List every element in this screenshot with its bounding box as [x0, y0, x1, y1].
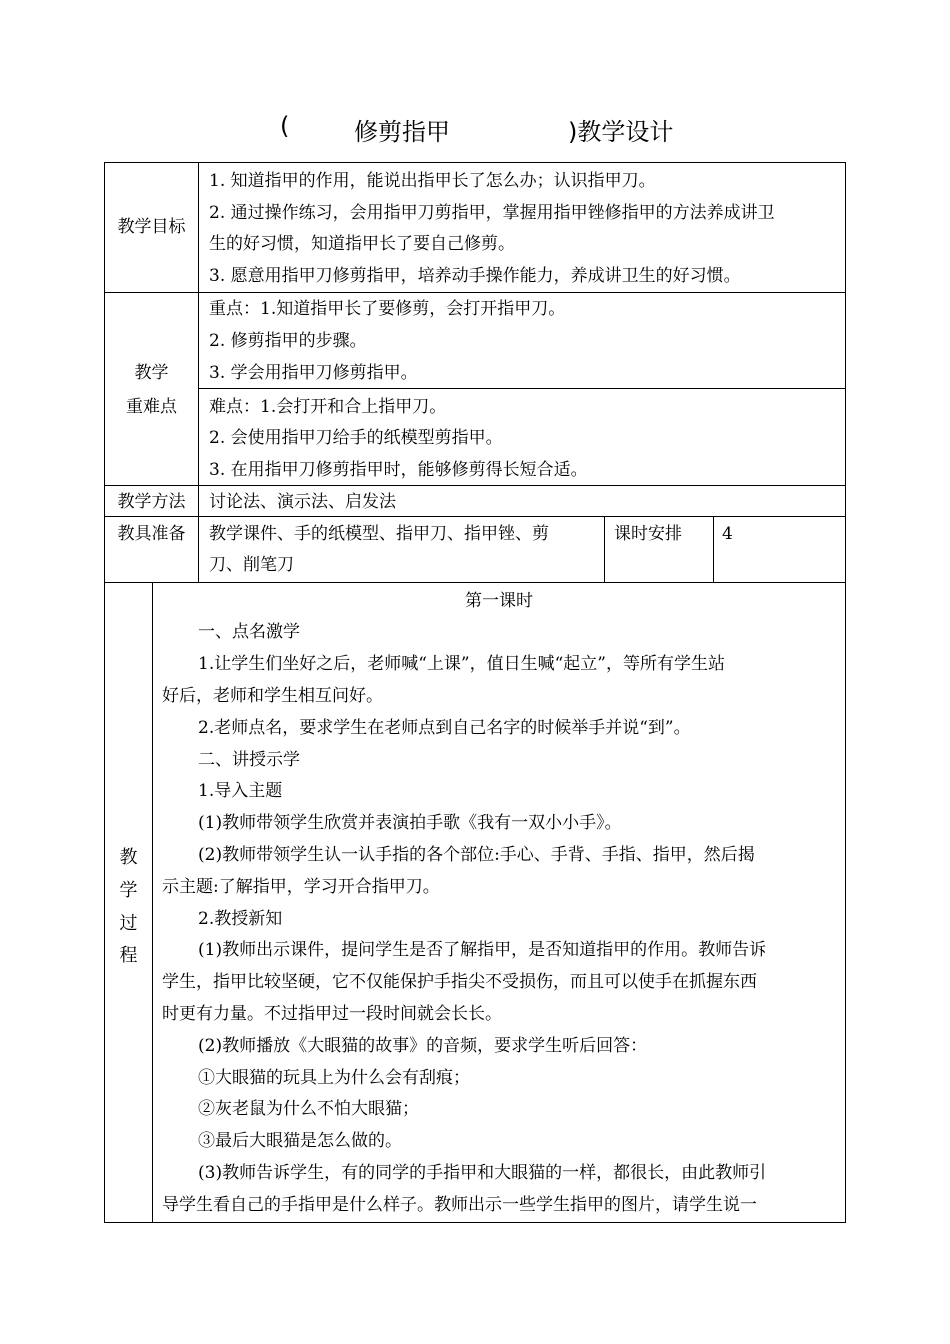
row-divider	[104, 582, 846, 583]
process-line: 时更有力量。不过指甲过一段时间就会长长。	[162, 1004, 502, 1024]
process-line: 示主题:了解指甲，学习开合指甲刀。	[162, 877, 440, 897]
process-line: (2)教师播放《大眼猫的故事》的音频，要求学生听后回答：	[198, 1036, 648, 1056]
schedule-value: 4	[722, 524, 733, 544]
process-label-char: 教	[119, 847, 138, 868]
process-label-char: 过	[119, 913, 138, 934]
table-right-border	[845, 162, 846, 1223]
process-line: 1.让学生们坐好之后，老师喊“上课”，值日生喊“起立”，等所有学生站	[198, 654, 725, 674]
process-line: (3)教师告诉学生，有的同学的手指甲和大眼猫的一样，都很长，由此教师引	[198, 1163, 767, 1183]
process-line: ③最后大眼猫是怎么做的。	[198, 1131, 402, 1151]
process-line: 二、讲授示学	[198, 750, 300, 770]
column-divider	[198, 162, 199, 583]
title-suffix: )教学设计	[568, 118, 674, 146]
focus-line: 2. 修剪指甲的步骤。	[209, 331, 367, 351]
title-subject: 修剪指甲	[354, 118, 450, 146]
process-line: 1.导入主题	[198, 781, 283, 801]
key-points-label-line2: 重难点	[126, 397, 177, 417]
column-divider	[713, 516, 714, 583]
title-open-paren: (	[280, 112, 290, 140]
key-points-label-line1: 教学	[134, 363, 169, 383]
method-value: 讨论法、演示法、启发法	[209, 492, 396, 512]
process-line: 2.教授新知	[198, 909, 283, 929]
process-line: (2)教师带领学生认一认手指的各个部位:手心、手背、手指、指甲，然后揭	[198, 845, 755, 865]
process-line: (1)教师带领学生欣赏并表演拍手歌《我有一双小小手》。	[198, 813, 622, 833]
process-line: ②灰老鼠为什么不怕大眼猫；	[198, 1099, 419, 1119]
table-left-border	[104, 162, 105, 1223]
tools-line: 刀、削笔刀	[209, 555, 294, 575]
process-line: 学生，指甲比较坚硬，它不仅能保护手指尖不受损伤，而且可以使手在抓握东西	[162, 972, 757, 992]
document-title	[0, 112, 950, 152]
table-top-border	[104, 162, 846, 163]
process-line: (1)教师出示课件，提问学生是否了解指甲，是否知道指甲的作用。教师告诉	[198, 940, 767, 960]
table-bottom-border	[104, 1222, 846, 1223]
column-divider	[604, 516, 605, 583]
method-label: 教学方法	[117, 492, 186, 512]
difficulty-line: 3. 在用指甲刀修剪指甲时，能够修剪得长短合适。	[209, 460, 588, 480]
process-line: 一、点名激学	[198, 622, 300, 642]
focus-line: 3. 学会用指甲刀修剪指甲。	[209, 363, 418, 383]
process-label-char: 程	[119, 945, 138, 966]
goal-line: 1. 知道指甲的作用，能说出指甲长了怎么办；认识指甲刀。	[209, 171, 656, 191]
schedule-label: 课时安排	[614, 524, 682, 544]
lesson-heading: 第一课时	[465, 591, 533, 611]
focus-line: 重点：1.知道指甲长了要修剪，会打开指甲刀。	[209, 299, 566, 319]
difficulty-line: 2. 会使用指甲刀给手的纸模型剪指甲。	[209, 428, 503, 448]
column-divider	[152, 582, 153, 1223]
goals-label: 教学目标	[117, 217, 186, 237]
goal-line: 生的好习惯，知道指甲长了要自己修剪。	[209, 234, 515, 254]
row-divider	[104, 292, 846, 293]
process-line: 好后，老师和学生相互问好。	[162, 686, 383, 706]
tools-label: 教具准备	[117, 524, 186, 544]
goal-line: 2. 通过操作练习，会用指甲刀剪指甲，掌握用指甲锉修指甲的方法养成讲卫	[209, 203, 775, 223]
process-label-char: 学	[119, 880, 138, 901]
tools-line: 教学课件、手的纸模型、指甲刀、指甲锉、剪	[209, 524, 549, 544]
process-line: ①大眼猫的玩具上为什么会有刮痕；	[198, 1068, 470, 1088]
difficulty-line: 难点：1.会打开和合上指甲刀。	[209, 397, 447, 417]
process-line: 2.老师点名，要求学生在老师点到自己名字的时候举手并说“到”。	[198, 718, 691, 738]
process-line: 导学生看自己的手指甲是什么样子。教师出示一些学生指甲的图片，请学生说一	[162, 1195, 757, 1215]
goal-line: 3. 愿意用指甲刀修剪指甲，培养动手操作能力，养成讲卫生的好习惯。	[209, 266, 741, 286]
